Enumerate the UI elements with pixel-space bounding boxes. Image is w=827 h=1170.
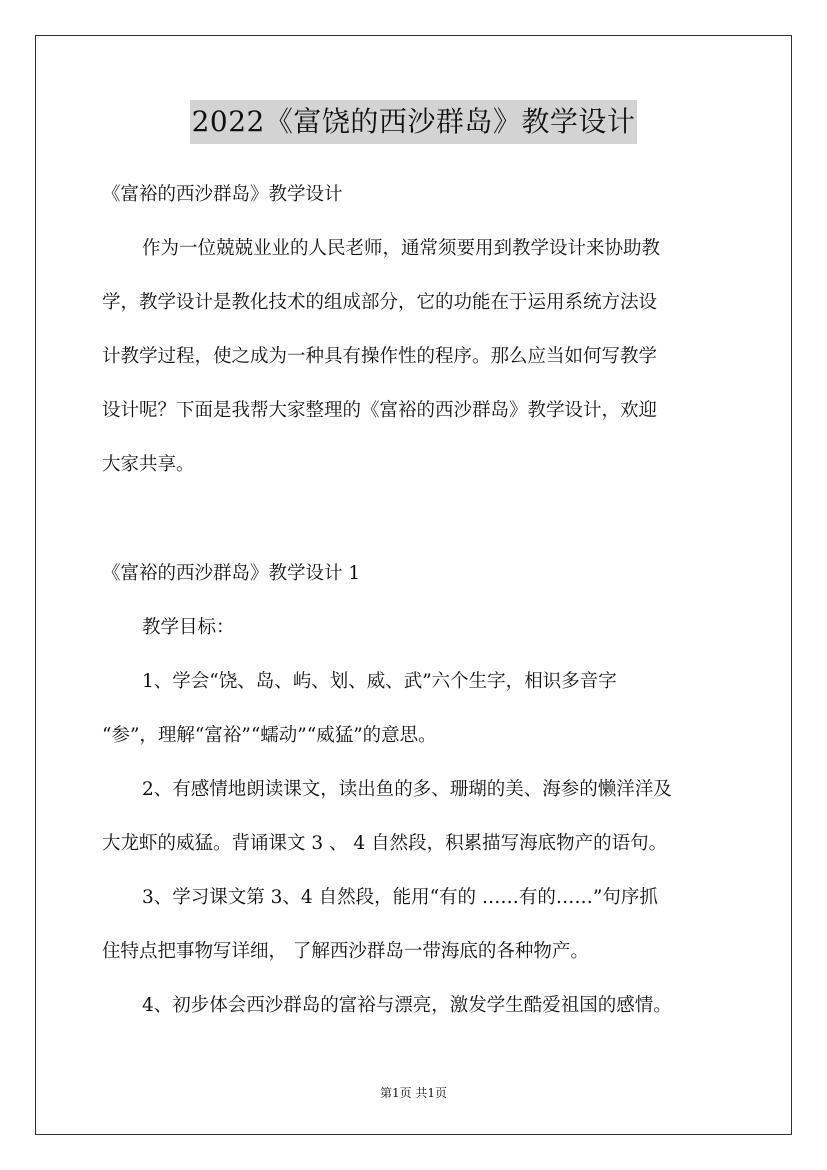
- section-heading: 《富裕的西沙群岛》教学设计 1: [102, 563, 361, 584]
- intro-line: 大家共享。: [102, 454, 195, 475]
- goal-line: 住特点把事物写详细， 了解西沙群岛一带海底的各种物产。: [102, 941, 589, 962]
- intro-line: 计教学过程，使之成为一种具有操作性的程序。那么应当如何写教学: [102, 346, 658, 367]
- goal-line: 3、学习课文第 3、4 自然段，能用“有的 ……有的……”句序抓: [142, 887, 658, 908]
- section-heading: 《富裕的西沙群岛》教学设计: [102, 184, 343, 205]
- goal-line: 2、有感情地朗读课文，读出鱼的多、珊瑚的美、海参的懒洋洋及: [142, 779, 672, 800]
- intro-line: 设计呢？下面是我帮大家整理的《富裕的西沙群岛》教学设计，欢迎: [102, 400, 658, 421]
- intro-line: 学，教学设计是教化技术的组成部分，它的功能在于运用系统方法设: [102, 292, 658, 313]
- goals-label: 教学目标：: [142, 617, 235, 638]
- intro-line: 作为一位兢兢业业的人民老师，通常须要用到教学设计来协助教: [142, 238, 661, 259]
- page-footer: 第1页 共1页: [379, 1086, 448, 1100]
- goal-line: 大龙虾的威猛。背诵课文 3 、 4 自然段，积累描写海底物产的语句。: [102, 833, 668, 854]
- goal-line: 1、学会“饶、岛、屿、划、威、武”六个生字，相识多音字: [142, 671, 617, 692]
- goal-line: 4、初步体会西沙群岛的富裕与漂亮，激发学生酷爱祖国的感情。: [142, 995, 672, 1016]
- title-wrap: [0, 100, 827, 144]
- document-title: 2022《富饶的西沙群岛》教学设计: [190, 100, 638, 144]
- goal-line: “参”，理解“富裕”“蠕动”“威猛”的意思。: [102, 725, 437, 746]
